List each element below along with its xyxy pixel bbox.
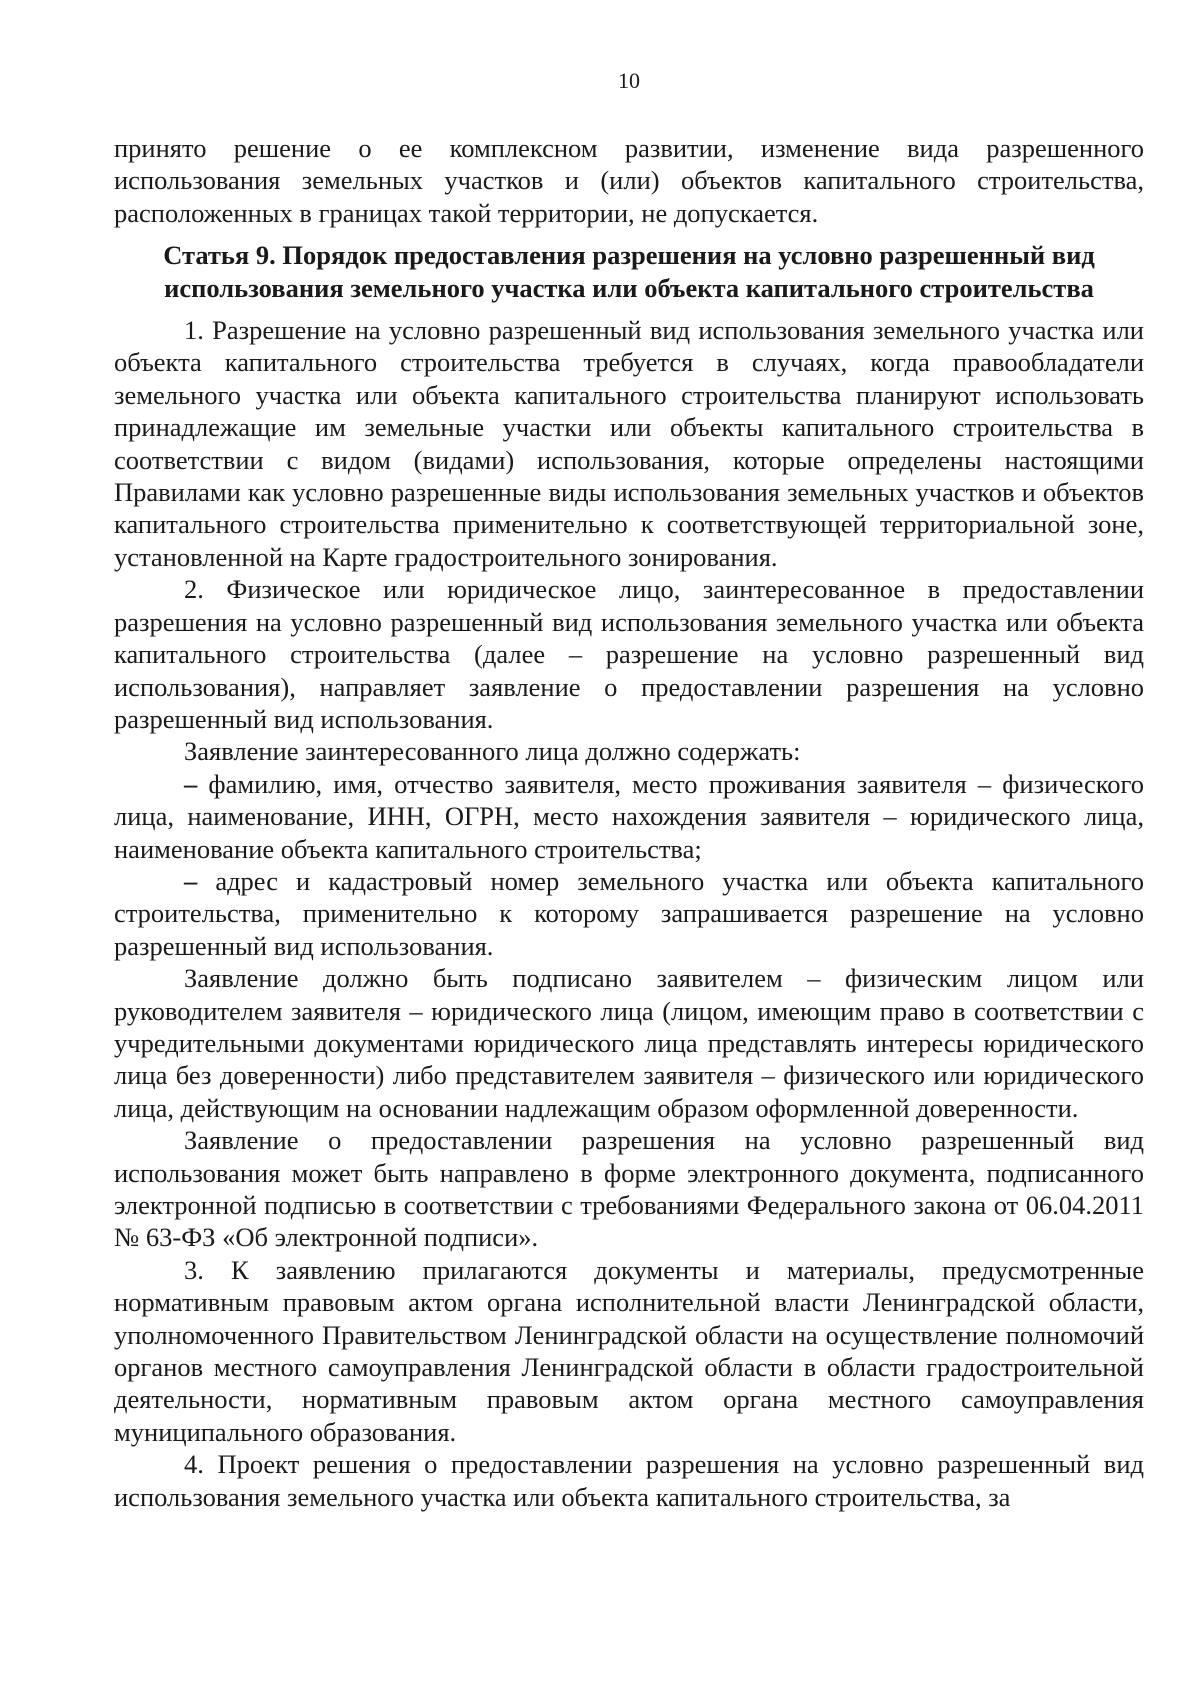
electronic-paragraph: Заявление о предоставлении разрешения на условно разрешенный вид использования может быть направлено в форме электронного документа, подписанного электронной подписью в соответствии с требованиями Федерального закона от 06.04.2011 № 63-ФЗ «Об электронной подписи». [114,1125,1144,1253]
signature-paragraph: Заявление должно быть подписано заявителем – физическим лицом или руководителем заявителя – юридического лица (лицом, имеющим право в соответствии с учредительными документами юридического лица представлять интересы юридического лица без доверенности) либо представителем заявителя – физического или юридического лица, действующим на основании надлежащим образом оформленной доверенности. [114,963,1144,1123]
article-heading-line-2: использования земельного участка или объекта капитального строительства [164,272,1094,303]
dash-marker: – [184,768,198,799]
list-item [114,865,1144,962]
list-item-text: адрес и кадастровый номер земельного участка или объекта капитального строительства, применительно к которому запрашивается разрешение на условно разрешенный вид использования. [114,865,1145,961]
paragraph-2: 2. Физическое или юридическое лицо, заинтересованное в предоставлении разрешения на условно разрешенный вид использования земельного участка или объекта капитального строительства (далее – разрешение на условно разрешенный вид использования), направляет заявление о предоставлении разрешения на условно разрешенный вид использования. [114,574,1144,734]
list-item [114,768,1144,865]
list-intro: Заявление заинтересованного лица должно содержать: [184,736,801,767]
page-number: 10 [618,68,640,93]
document-page [114,68,1144,1513]
article-heading-line-1: Статья 9. Порядок предоставления разрешения на условно разрешенный вид [163,240,1095,271]
paragraph-1: 1. Разрешение на условно разрешенный вид использования земельного участка или объекта капитального строительства требуется в случаях, когда правообладатели земельного участка или объекта капитального строительства планируют использовать принадлежащие им земельные участки или объекты капитального строительства в соответствии с видом (видами) использования, которые определены настоящими Правилами как условно разрешенные виды использования земельных участков и объектов капитального строительства применительно к соответствующей территориальной зоне, установленной на Карте градостроительного зонирования. [114,315,1144,572]
dash-marker: – [184,865,198,896]
paragraph-4: 4. Проект решения о предоставлении разрешения на условно разрешенный вид использования земельного участка или объекта капитального строительства, за [114,1449,1144,1512]
intro-paragraph: принято решение о ее комплексном развитии, изменение вида разрешенного использования земельных участков и (или) объектов капитального строительства, расположенных в границах такой территории, не допускается. [114,133,1144,228]
list-item-text: фамилию, имя, отчество заявителя, место проживания заявителя – физического лица, наименование, ИНН, ОГРН, место нахождения заявителя – юридического лица, наименование объекта капитального строительства; [114,768,1145,864]
article-heading [114,239,1144,304]
paragraph-3: 3. К заявлению прилагаются документы и материалы, предусмотренные нормативным правовым актом органа исполнительной власти Ленинградской области, уполномоченного Правительством Ленинградской области на осуществление полномочий органов местного самоуправления Ленинградской области в области градостроительной деятельности, нормативным правовым актом органа местного самоуправления муниципального образования. [114,1254,1144,1447]
